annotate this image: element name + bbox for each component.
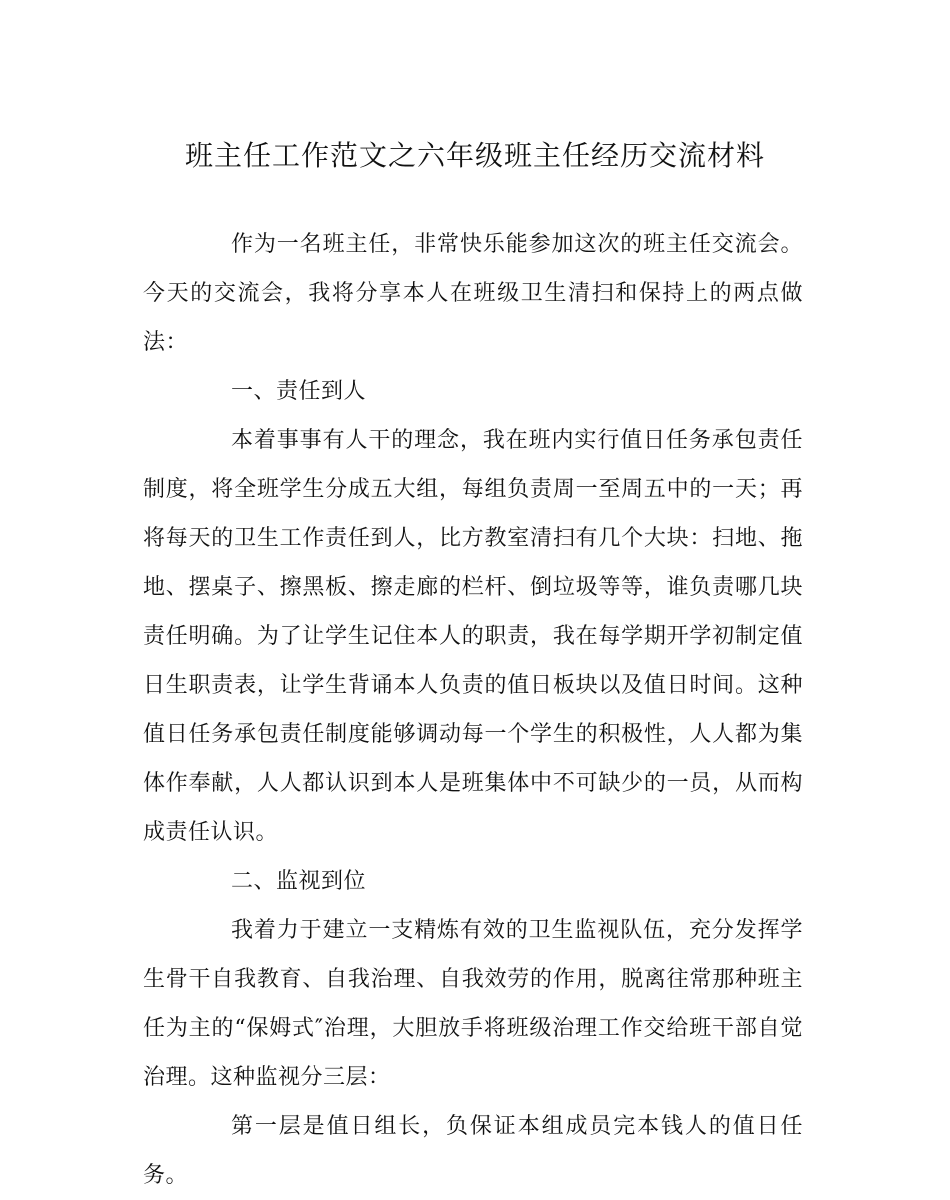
paragraph-intro: 作为一名班主任，非常快乐能参加这次的班主任交流会。今天的交流会，我将分享本人在班级卫生清扫和保持上的两点做法：	[143, 232, 803, 355]
paragraph-layer-1: 第一层是值日组长，负保证本组成员完本钱人的值日任务。	[143, 1114, 803, 1188]
section-heading-2: 二、监视到位	[231, 869, 367, 894]
document-body	[143, 220, 803, 1200]
section-heading-1: 一、责任到人	[231, 379, 367, 404]
document-title: 班主任工作范文之六年级班主任经历交流材料	[184, 139, 765, 172]
paragraph-section-1: 本着事事有人干的理念，我在班内实行值日任务承包责任制度，将全班学生分成五大组，每组负责周一至周五中的一天；再将每天的卫生工作责任到人，比方教室清扫有几个大块：扫地、拖地、摆桌子、擦黑板、擦走廊的栏杆、倒垃圾等等，谁负责哪几块责任明确。为了让学生记住本人的职责，我在每学期开学初制定值日生职责表，让学生背诵本人负责的值日板块以及值日时间。这种值日任务承包责任制度能够调动每一个学生的积极性，人人都为集体作奉献，人人都认识到本人是班集体中不可缺少的一员，从而构成责任认识。	[143, 428, 803, 845]
paragraph-section-2: 我着力于建立一支精炼有效的卫生监视队伍，充分发挥学生骨干自我教育、自我治理、自我效劳的作用，脱离往常那种班主任为主的“保姆式″治理，大胆放手将班级治理工作交给班干部自觉治理。这种监视分三层：	[143, 918, 803, 1090]
